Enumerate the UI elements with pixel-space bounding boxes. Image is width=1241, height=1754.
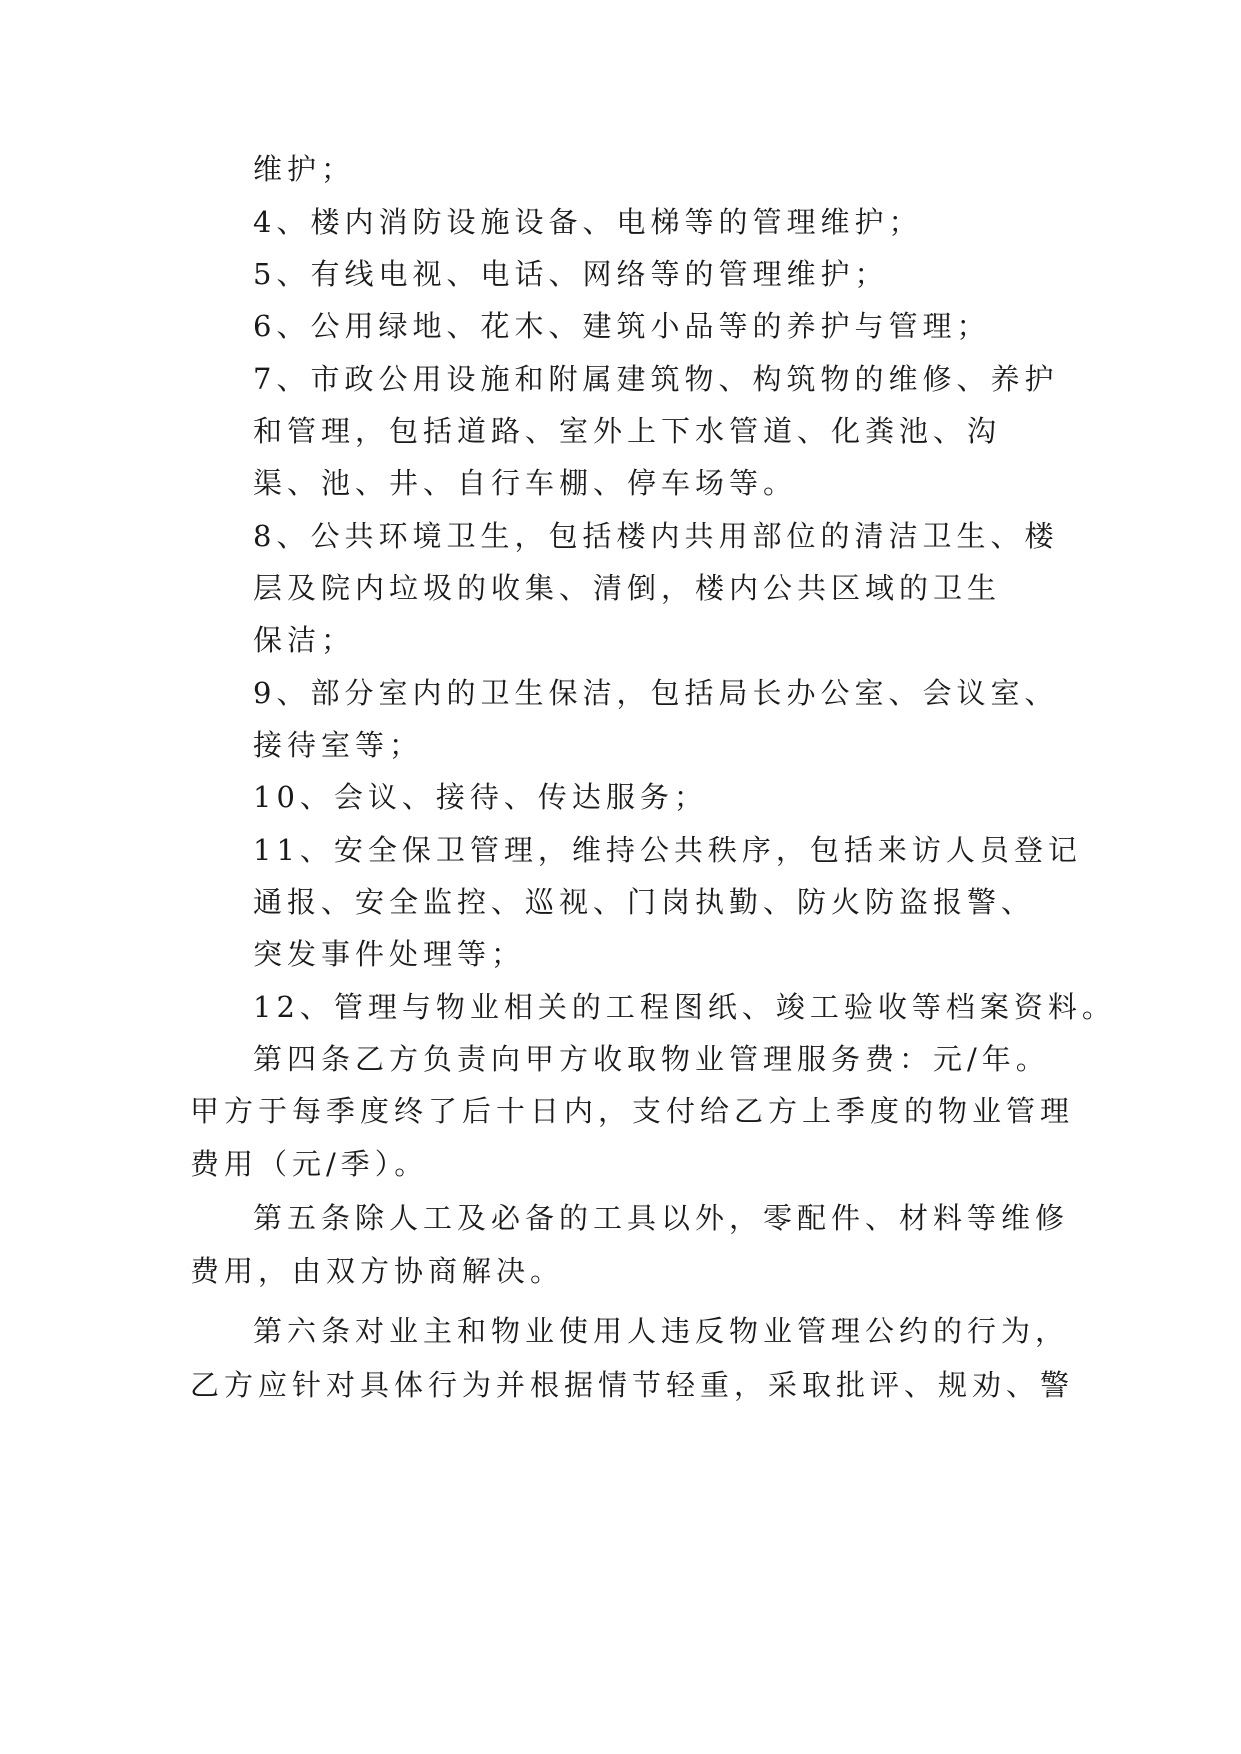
text-line: 费用（元/季）。 xyxy=(190,1147,429,1181)
list-item: 7、市政公用设施和附属建筑物、构筑物的维修、养护 xyxy=(253,362,1059,396)
text-line: 突发事件处理等； xyxy=(253,937,526,971)
text-line: 保洁； xyxy=(253,623,356,657)
list-item: 12、管理与物业相关的工程图纸、竣工验收等档案资料。 xyxy=(253,990,1116,1024)
text-line: 费用，由双方协商解决。 xyxy=(190,1254,565,1288)
article-paragraph: 第六条对业主和物业使用人违反物业管理公约的行为， xyxy=(253,1314,1070,1348)
text-line: 和管理，包括道路、室外上下水管道、化粪池、沟 xyxy=(253,414,1002,448)
list-item: 9、部分室内的卫生保洁，包括局长办公室、会议室、 xyxy=(253,676,1059,710)
text-line: 层及院内垃圾的收集、清倒，楼内公共区域的卫生 xyxy=(253,571,1002,605)
text-line: 通报、安全监控、巡视、门岗执勤、防火防盗报警、 xyxy=(253,885,1036,919)
text-line: 甲方于每季度终了后十日内，支付给乙方上季度的物业管理 xyxy=(190,1094,1075,1128)
list-item: 5、有线电视、电话、网络等的管理维护； xyxy=(253,257,889,291)
text-line: 接待室等； xyxy=(253,728,424,762)
text-line: 乙方应针对具体行为并根据情节轻重，采取批评、规劝、警 xyxy=(190,1368,1075,1402)
article-paragraph: 第五条除人工及必备的工具以外，零配件、材料等维修 xyxy=(253,1201,1070,1235)
list-item: 4、楼内消防设施设备、电梯等的管理维护； xyxy=(253,205,923,239)
article-paragraph: 第四条乙方负责向甲方收取物业管理服务费：元/年。 xyxy=(253,1042,1050,1076)
list-item: 10、会议、接待、传达服务； xyxy=(253,780,708,814)
list-item: 11、安全保卫管理，维持公共秩序，包括来访人员登记 xyxy=(253,833,1082,867)
list-item: 8、公共环境卫生，包括楼内共用部位的清洁卫生、楼 xyxy=(253,519,1059,553)
list-item: 6、公用绿地、花木、建筑小品等的养护与管理； xyxy=(253,309,991,343)
text-line: 维护； xyxy=(253,152,356,186)
text-line: 渠、池、井、自行车棚、停车场等。 xyxy=(253,466,798,500)
